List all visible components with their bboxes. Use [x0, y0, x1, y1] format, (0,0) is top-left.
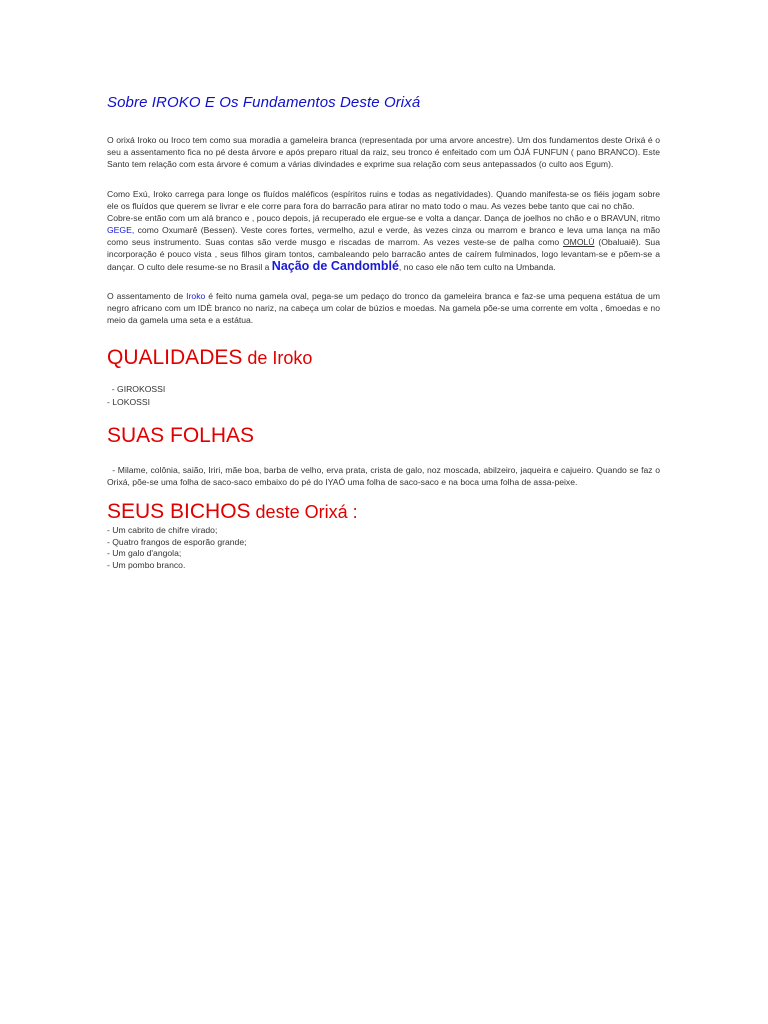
heading-qualidades-rest: de Iroko: [242, 348, 313, 368]
paragraph-intro: O orixá Iroko ou Iroco tem como sua moradia a gameleira branca (representada por uma arvore ancestre). Um dos fundamentos deste Orixá é o seu a assentamento fica no pé desta árvore e após preparo ritual da raiz, seu tronco é enfeitado com um ÓJÁ FUNFUN ( pano BRANCO). Este Santo tem relação com esta árvore é comum a várias divindades e exprime sua relação com seus antepassados (o culto aos Egum).: [107, 135, 660, 169]
paragraph-assentamento-part1: O assentamento de: [107, 291, 187, 301]
omolu-text: OMOLÚ: [563, 237, 595, 247]
paragraph-exu-part1: Como Exú, Iroko carrega para longe os fluídos maléficos (espíritos ruins e todas as negatividades). Quando manifesta-se os fiéis jogam sobre ele os fluídos que querem se livrar e ele corre para fora do barracão para atirar no mato todo o mau. As vezes bebe tanto que cai no chão.: [107, 189, 660, 211]
list-item: - GIROKOSSI: [107, 384, 166, 394]
heading-qualidades: [107, 347, 660, 368]
heading-folhas: SUAS FOLHAS: [107, 424, 255, 447]
list-item: - Quatro frangos de esporão grande;: [107, 536, 247, 547]
qualidades-list: [107, 383, 660, 409]
paragraph-exu-part2c: (Obaluaiê). Sua incorporação é pouco vista , seus filhos giram tontos, cambaleando pelo barracão antes de caírem fulminados, logo levantam-se e põem-se a dançar. O culto dele resume-se no Brasil a: [107, 237, 660, 272]
paragraph-exu-part2a: Cobre-se então com um alá branco e , pouco depois, já recuperado ele ergue-se e volta a dançar. Dança de joelhos no chão e o BRAVUN, ritmo: [107, 213, 660, 223]
paragraph-assentamento-part2: é feito numa gamela oval, pega-se um pedaço do tronco da gameleira branca e faz-se uma pequena estátua de um negro africano com um IDÈ branco no nariz, na cabeça um colar de búzios e moedas. Na gamela põe-se uma corrente em volta , 6moedas e no meio da gamela uma seta e a estátua.: [107, 291, 660, 325]
heading-qualidades-main: QUALIDADES: [107, 346, 243, 369]
link-iroko[interactable]: Iroko: [186, 291, 206, 301]
heading-bichos-main: SEUS BICHOS: [107, 500, 251, 523]
paragraph-exu-part2d: , no caso ele não tem culto na Umbanda.: [398, 262, 556, 272]
list-item: - Um pombo branco.: [107, 559, 186, 570]
paragraph-folhas: - Milame, colônia, saião, Iriri, mãe boa, barba de velho, erva prata, crista de galo, noz moscada, abilzeiro, jaqueira e cajueiro. Quando se faz o Orixá, põe-se uma folha de saco-saco embaixo do pé do IYAÓ uma folha de saco-saco e na boca uma folha de assa-peixe.: [107, 465, 663, 487]
list-item: - Um cabrito de chifre virado;: [107, 525, 218, 535]
heading-bichos-rest: deste Orixá :: [250, 502, 358, 522]
list-item: - LOKOSSI: [107, 397, 150, 407]
document-content: [107, 94, 663, 571]
page-title: Sobre IROKO E Os Fundamentos Deste Orixá: [107, 94, 421, 111]
heading-bichos: [107, 501, 660, 522]
link-gege[interactable]: GEGE: [107, 225, 132, 235]
paragraph-exu: [107, 188, 660, 273]
list-item: - Um galo d'angola;: [107, 548, 182, 558]
paragraph-exu-part2b: , como Oxumarê (Bessen). Veste cores fortes, vermelho, azul e verde, às vezes cinza ou marrom e branco e leva uma lança na mão como seus instrumento. Suas contas são verde musgo e riscadas de marrom. As vezes veste-se de palha como: [107, 225, 660, 247]
paragraph-assentamento: [107, 290, 660, 326]
link-nacao-candomble[interactable]: Nação de Candomblé: [271, 259, 399, 273]
bichos-list: [107, 525, 660, 571]
